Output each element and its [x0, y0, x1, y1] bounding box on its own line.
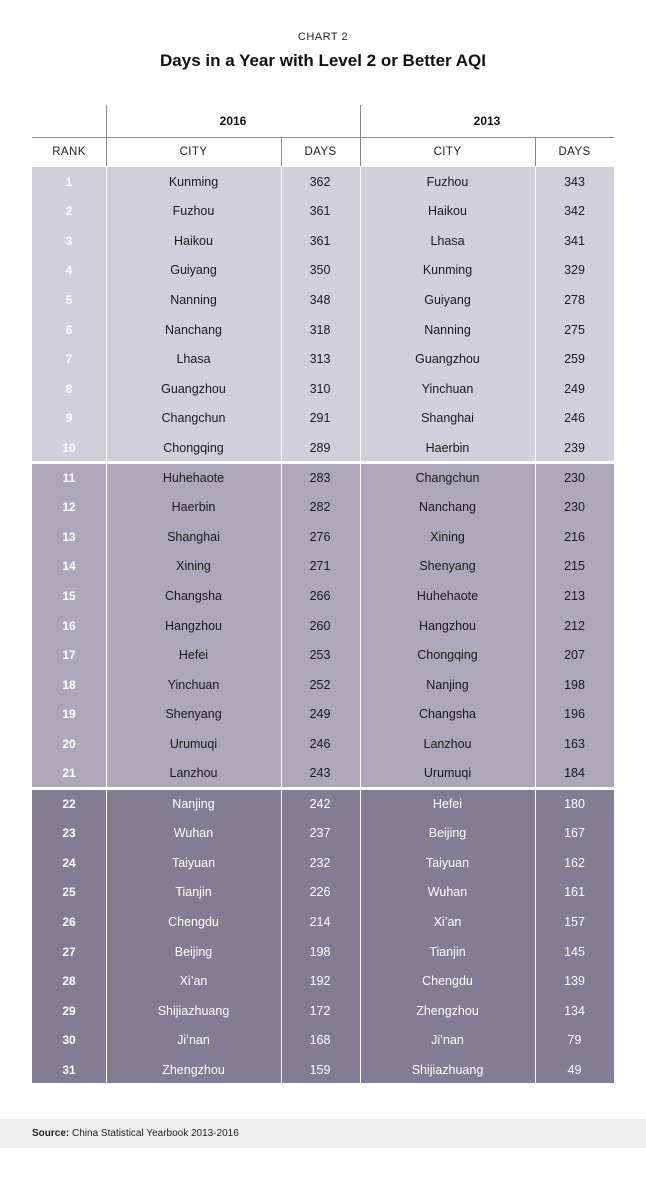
days-2016-cell: 271 [309, 559, 331, 574]
city-2016-cell: Ji’nan [177, 1033, 210, 1048]
column-separator [281, 167, 282, 1083]
days-2013-cell: 275 [564, 322, 585, 337]
days-2016-cell: 172 [309, 1003, 331, 1018]
source-label: Source: [32, 1128, 70, 1139]
city-2013-cell: Xining [430, 529, 465, 544]
days-2016-cell: 214 [309, 914, 331, 929]
days-2013-cell: 196 [564, 707, 585, 722]
days-2016-cell: 252 [309, 677, 331, 692]
rank-cell: 18 [62, 677, 76, 692]
table-row [32, 789, 614, 819]
city-2016-cell: Shanghai [167, 529, 220, 544]
source-text: China Statistical Yearbook 2013-2016 [72, 1128, 239, 1139]
days-2016-cell: 313 [309, 352, 331, 367]
column-separator [360, 167, 361, 1083]
days-2013-cell: 198 [564, 677, 585, 692]
table-row [32, 374, 614, 404]
days-2016-cell: 362 [309, 174, 331, 189]
days-2016-cell: 192 [309, 974, 331, 989]
city-2016-cell: Wuhan [173, 826, 214, 841]
city-2013-cell: Haikou [428, 204, 467, 219]
days-2016-cell: 246 [309, 736, 331, 751]
city-2016-cell: Kunming [168, 174, 219, 189]
rank-cell: 9 [65, 411, 73, 426]
days-2016-cell: 289 [309, 440, 331, 455]
column-header-rank: RANK [52, 146, 86, 158]
days-2013-cell: 341 [564, 233, 585, 248]
rank-cell: 3 [65, 233, 73, 248]
city-2013-cell: Tianjin [429, 944, 466, 959]
city-2016-cell: Chongqing [163, 440, 224, 455]
days-2013-cell: 230 [564, 500, 585, 515]
rank-cell: 24 [62, 855, 76, 870]
rank-cell: 20 [62, 736, 76, 751]
city-2013-cell: Lanzhou [423, 736, 472, 751]
band-gap [32, 461, 614, 464]
city-2016-cell: Huhehaote [162, 470, 225, 485]
city-2013-cell: Zhengzhou [416, 1003, 479, 1018]
days-2013-cell: 163 [564, 736, 585, 751]
city-2016-cell: Changchun [161, 411, 226, 426]
table-row [32, 167, 614, 197]
days-2013-cell: 184 [564, 766, 585, 781]
city-2016-cell: Haikou [174, 233, 213, 248]
table-row [32, 670, 614, 700]
column-header-days-2016: DAYS [304, 146, 337, 158]
table-row [32, 493, 614, 523]
rank-cell: 28 [62, 974, 76, 989]
days-2016-cell: 276 [309, 529, 331, 544]
days-2013-cell: 246 [564, 411, 585, 426]
days-2016-cell: 310 [309, 381, 331, 396]
days-2016-cell: 198 [309, 944, 331, 959]
table-row [32, 403, 614, 433]
days-2013-cell: 215 [564, 559, 585, 574]
chart-kicker: CHART 2 [297, 31, 349, 43]
table-row [32, 611, 614, 641]
city-2013-cell: Shenyang [419, 559, 476, 574]
rank-cell: 15 [62, 588, 76, 603]
rank-cell: 22 [62, 796, 76, 811]
table-row [32, 433, 614, 463]
days-2013-cell: 167 [564, 826, 585, 841]
rank-cell: 30 [62, 1033, 76, 1048]
city-2016-cell: Xining [176, 559, 211, 574]
city-2013-cell: Lhasa [430, 233, 465, 248]
city-2016-cell: Hangzhou [165, 618, 222, 633]
rank-cell: 16 [62, 618, 76, 633]
days-2013-cell: 49 [567, 1062, 582, 1077]
rank-cell: 2 [65, 204, 73, 219]
table-row [32, 1055, 614, 1085]
days-2013-cell: 180 [564, 796, 585, 811]
rank-cell: 4 [65, 263, 73, 278]
city-2013-cell: Huhehaote [416, 588, 479, 603]
table-row [32, 315, 614, 345]
days-2016-cell: 253 [309, 648, 331, 663]
table-row [32, 996, 614, 1026]
rank-cell: 23 [62, 826, 76, 841]
days-2016-cell: 361 [309, 233, 331, 248]
city-2016-cell: Guangzhou [161, 381, 226, 396]
rank-cell: 7 [65, 352, 73, 367]
city-2016-cell: Yinchuan [167, 677, 220, 692]
table-row [32, 1025, 614, 1055]
days-2013-cell: 207 [564, 648, 585, 663]
column-separator [106, 167, 107, 1083]
days-2016-cell: 283 [309, 470, 331, 485]
table-row [32, 256, 614, 286]
city-2013-cell: Guangzhou [415, 352, 480, 367]
city-2016-cell: Nanning [170, 292, 217, 307]
rank-cell: 14 [62, 559, 76, 574]
city-2016-cell: Lanzhou [169, 766, 218, 781]
city-2016-cell: Shenyang [165, 707, 222, 722]
rank-cell: 6 [65, 322, 73, 337]
rank-cell: 8 [65, 381, 73, 396]
days-2013-cell: 212 [564, 618, 585, 633]
city-2016-cell: Zhengzhou [162, 1062, 225, 1077]
city-2013-cell: Nanning [424, 322, 471, 337]
rank-cell: 5 [65, 292, 73, 307]
rank-cell: 1 [65, 174, 73, 189]
city-2016-cell: Nanchang [165, 322, 222, 337]
table-row [32, 907, 614, 937]
table-row [32, 729, 614, 759]
city-2013-cell: Beijing [428, 826, 467, 841]
table-row [32, 463, 614, 493]
days-2016-cell: 243 [309, 766, 331, 781]
city-2013-cell: Haerbin [425, 440, 470, 455]
table-row [32, 819, 614, 849]
table-row [32, 344, 614, 374]
days-2016-cell: 361 [309, 204, 331, 219]
city-2013-cell: Changsha [419, 707, 476, 722]
rank-cell: 27 [62, 944, 76, 959]
city-2016-cell: Chengdu [168, 914, 219, 929]
days-2013-cell: 213 [564, 588, 585, 603]
days-2016-cell: 291 [309, 411, 331, 426]
table-row [32, 848, 614, 878]
chart-title: Days in a Year with Level 2 or Better AQI [160, 51, 486, 70]
days-2013-cell: 161 [564, 885, 585, 900]
city-2013-cell: Yinchuan [421, 381, 474, 396]
table-row [32, 552, 614, 582]
city-2013-cell: Shanghai [421, 411, 474, 426]
days-2016-cell: 226 [309, 885, 331, 900]
rank-cell: 12 [62, 500, 76, 515]
city-2013-cell: Nanchang [419, 500, 476, 515]
column-header-city-2016: CITY [179, 146, 208, 158]
city-2016-cell: Lhasa [176, 352, 211, 367]
city-2016-cell: Hefei [178, 648, 209, 663]
city-2013-cell: Chengdu [422, 974, 473, 989]
table-row [32, 878, 614, 908]
table-row [32, 285, 614, 315]
rank-cell: 29 [62, 1003, 76, 1018]
city-2016-cell: Haerbin [171, 500, 216, 515]
rank-cell: 10 [62, 440, 76, 455]
rank-cell: 19 [62, 707, 76, 722]
city-2013-cell: Hangzhou [419, 618, 476, 633]
days-2013-cell: 139 [564, 974, 585, 989]
city-2013-cell: Wuhan [427, 885, 468, 900]
days-2013-cell: 343 [564, 174, 585, 189]
days-2013-cell: 230 [564, 470, 585, 485]
header-rule [32, 137, 614, 138]
days-2013-cell: 329 [564, 263, 585, 278]
days-2016-cell: 159 [309, 1062, 331, 1077]
city-2013-cell: Chongqing [417, 648, 478, 663]
days-2016-cell: 266 [309, 588, 331, 603]
rank-cell: 11 [62, 470, 76, 485]
city-2016-cell: Fuzhou [172, 204, 215, 219]
year-2016-header: 2016 [219, 114, 247, 128]
city-2016-cell: Beijing [174, 944, 213, 959]
rank-cell: 31 [62, 1062, 76, 1077]
city-2016-cell: Urumuqi [169, 736, 218, 751]
table-row [32, 759, 614, 789]
city-2013-cell: Taiyuan [425, 855, 470, 870]
days-2013-cell: 134 [564, 1003, 585, 1018]
city-2013-cell: Guiyang [424, 292, 471, 307]
city-2013-cell: Xi’an [433, 914, 462, 929]
city-2016-cell: Tianjin [175, 885, 212, 900]
days-2016-cell: 348 [309, 292, 331, 307]
days-2013-cell: 162 [564, 855, 585, 870]
days-2013-cell: 216 [564, 529, 585, 544]
rank-cell: 21 [62, 766, 76, 781]
days-2016-cell: 260 [309, 618, 331, 633]
year-2013-header: 2013 [473, 114, 501, 128]
days-2013-cell: 79 [567, 1033, 582, 1048]
days-2016-cell: 350 [309, 263, 331, 278]
column-separator [535, 167, 536, 1083]
city-2013-cell: Changchun [415, 470, 480, 485]
city-2013-cell: Nanjing [426, 677, 469, 692]
days-2016-cell: 237 [309, 826, 331, 841]
city-2013-cell: Fuzhou [426, 174, 469, 189]
days-2016-cell: 282 [309, 500, 331, 515]
days-2013-cell: 157 [564, 914, 585, 929]
days-2016-cell: 168 [309, 1033, 331, 1048]
days-2013-cell: 239 [564, 440, 585, 455]
source-note [32, 1128, 239, 1139]
city-2016-cell: Taiyuan [171, 855, 216, 870]
table-row [32, 226, 614, 256]
city-2016-cell: Changsha [165, 588, 222, 603]
table-row [32, 522, 614, 552]
table-row [32, 197, 614, 227]
rank-cell: 17 [62, 648, 76, 663]
table-row [32, 699, 614, 729]
city-2013-cell: Hefei [432, 796, 463, 811]
days-2013-cell: 259 [564, 352, 585, 367]
days-2013-cell: 145 [564, 944, 585, 959]
city-2013-cell: Kunming [422, 263, 473, 278]
days-2016-cell: 242 [309, 796, 331, 811]
table-row [32, 640, 614, 670]
rank-cell: 25 [62, 885, 76, 900]
days-2016-cell: 318 [309, 322, 331, 337]
city-2013-cell: Ji’nan [431, 1033, 464, 1048]
city-2016-cell: Nanjing [172, 796, 215, 811]
rank-cell: 13 [62, 529, 76, 544]
days-2013-cell: 249 [564, 381, 585, 396]
table-row [32, 581, 614, 611]
days-2016-cell: 249 [309, 707, 331, 722]
city-2013-cell: Urumuqi [423, 766, 472, 781]
city-2016-cell: Shijiazhuang [157, 1003, 230, 1018]
table-row [32, 966, 614, 996]
days-2013-cell: 278 [564, 292, 585, 307]
city-2016-cell: Xi’an [179, 974, 208, 989]
days-2013-cell: 342 [564, 204, 585, 219]
column-header-days-2013: DAYS [558, 146, 591, 158]
city-2016-cell: Guiyang [170, 263, 217, 278]
table-row [32, 937, 614, 967]
band-gap [32, 787, 614, 790]
city-2013-cell: Shijiazhuang [411, 1062, 484, 1077]
column-header-city-2013: CITY [433, 146, 462, 158]
rank-cell: 26 [62, 914, 76, 929]
days-2016-cell: 232 [309, 855, 331, 870]
